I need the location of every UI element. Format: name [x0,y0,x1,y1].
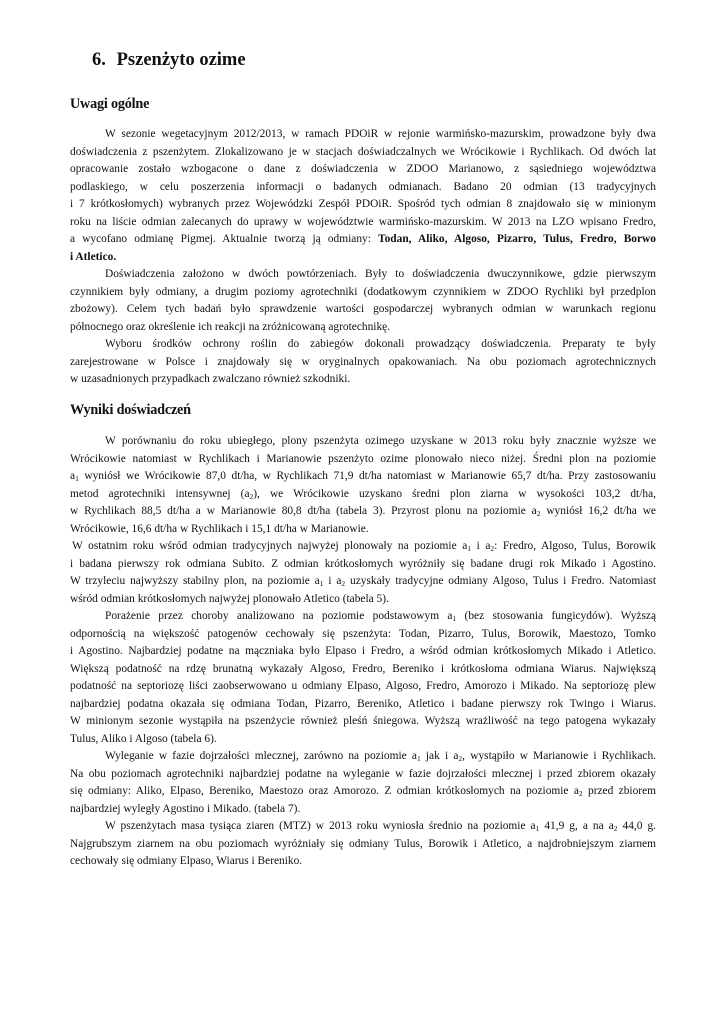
text-line [70,608,656,626]
text-line [70,538,656,556]
paragraph-wyniki-1 [70,433,656,538]
text-line [70,573,656,591]
uwagi-section-body [70,126,656,389]
text-line: doświadczenia z pszenżytem. Zlokalizowano je w stacjach doświadczalnych we Wrócikowie i Rychlikach. Od dwóch lat [70,145,656,158]
subscript: 2 [613,824,618,833]
text-line: i 7 krótkosłomych) wybranych przez Wojewódzki Zespół PDOiR. Spośród tych odmian 8 znajdowało się w minionym [70,198,656,210]
paragraph-wyniki-3 [70,608,656,748]
subscript: 1 [467,544,472,553]
heading-wyniki-doswiadczen: Wyniki doświadczeń [70,402,191,418]
text-run: Porażenie przez choroby analizowano na poziomie podstawowym a [105,610,453,622]
text-line: odpornością na większość patogenów cechowały się pszenżyta: Todan, Pizarro, Tulus, Borowik, Maestozo, Tomko [70,627,656,640]
text-run: ), we Wrócikowie uzyskano średni plon ziarna w wysokości 103,2 dt/ha, [253,487,656,500]
text-run: jak i a [420,750,459,762]
text-run: W trzyleciu najwyższy stabilny plon, na poziomie a [70,575,320,587]
text-run: (bez stosowania fungicydów). Wyższą [456,610,656,622]
subscript: 1 [416,754,421,763]
text-line [70,468,656,486]
text-run: uzyskały tradycyjne odmiany Algoso, Tulus i Fredro. Natomiast [345,575,656,587]
text-line: Wyboru środków ochrony roślin do zabiegów dokonali prowadzący doświadczenia. Preparaty te były [105,338,656,350]
text-line: wśród odmian krótkosłomych najwyżej plonowało Atletico (tabela 5). [70,592,389,605]
subscript: 2 [578,789,583,798]
text-line: najbardziej podatna okazała się odmiana Todan, Pizarro, Bereniko, Atletico i badane pierwszy rok Twingo i Wiarus. [70,697,656,710]
subscript: 1 [75,474,79,483]
text-line: Doświadczenia założono w dwóch powtórzeniach. Były to doświadczenia dwuczynnikowe, gdzie pierwszym [105,268,656,280]
text-run: wyniósł 16,2 dt/ha we [540,505,656,517]
paragraph-uwagi-3 [70,336,656,389]
heading-uwagi-ogolne: Uwagi ogólne [70,96,150,112]
text-line: cechowały się odmiany Elpaso, Wiarus i Bereniko. [70,855,303,867]
text-line: i Agostino. Najbardziej podatne na mączniaka było Elpaso i Fredro, a wśród odmian krótkosłomych Mikado i Atletico. [70,645,656,657]
text-line [70,503,656,521]
text-line: podlaskiego, w celu poszerzenia informacji o badanych odmianach. Badano 20 odmian (13 tradycyjnych [70,180,656,193]
text-line [70,818,656,836]
text-run: 41,9 g, a na a [539,820,614,832]
text-line [70,486,656,504]
text-run: : Fredro, Algoso, Tulus, Borowik [494,540,656,552]
text-run: metod agrotechniki intensywnej (a [70,487,250,500]
text-run: w Rychlikach 88,5 dt/ha a w Marianowie 80,8 dt/ha (tabela 3). Przyrost plonu na poziomie a [70,505,537,517]
text-run: 44,0 g. [617,820,656,832]
text-run: W pszenżytach masa tysiąca ziaren (MTZ) w 2013 roku wyniosła średnio na poziomie a [105,820,536,832]
text-line: czynnikiem były odmiany, a drugim poziomy agrotechniki (dodatkowym czynnikiem w ZDOO Rychliki był przedplon [70,285,656,298]
recommended-varieties: Todan, Aliko, Algoso, Pizarro, Tulus, Fredro, Borwo [378,233,656,245]
text-line: W sezonie wegetacyjnym 2012/2013, w ramach PDOiR w rejonie warmińsko-mazurskim, prowadzone były dwa [105,128,656,140]
text-run: W ostatnim roku wśród odmian tradycyjnych najwyżej plonowały na poziomie a [72,540,468,552]
level-label: a [70,470,76,482]
text-line: Wrócikowie natomiast w Rychlikach i Marianowie pszenżyto ozime plonowało nieco niżej. Średni plon na poziomie [70,452,656,465]
text-line: zarejestrowane w Polsce i znajdowały się w oryginalnych opakowaniach. Na obu poziomach agrotechnicznych [70,355,656,368]
text-line: Większą podatność na rdzę brunatną wykazały Algoso, Fredro, Bereniko i krótkosłoma odmiana Wiarus. Największą [70,662,656,675]
text-line: Na obu poziomach agrotechniki najbardziej podatne na wyleganie w fazie dojrzałości mlecznej i przed zbiorem okazały [70,767,656,780]
paragraph-wyniki-5 [70,818,656,871]
text-line: najbardziej wyległy Agostino i Mikado. (tabela 7). [70,802,301,815]
text-run: i a [323,575,342,587]
paragraph-wyniki-2 [70,538,656,608]
subscript: 2 [341,579,346,588]
text-line [70,783,656,801]
subscript: 2 [249,491,254,501]
subscript: 2 [536,509,541,518]
text-run: Wyleganie w fazie dojrzałości mlecznej, zarówno na poziomie a [105,750,417,762]
text-run: i a [471,540,491,552]
text-line: roku na liście odmian zalecanych do uprawy w województwie warmińsko-mazurskim. W 2013 na LZO wpisano Fredro, [70,215,656,228]
recommended-varieties-end: i Atletico. [70,250,117,263]
text-line [70,748,656,766]
text-run: się odmiany: Aliko, Elpaso, Bereniko, Maestozo oraz Amorozo. Z odmian krótkosłomych na poziomie a [70,785,579,797]
text-run: przed zbiorem [582,785,656,797]
text-line: w uzasadnionych przypadkach zwalczano również szkodniki. [70,373,351,385]
section-number: 6. [92,50,106,70]
paragraph-uwagi-2 [70,266,656,336]
section-title-text: Pszenżyto ozime [116,50,246,70]
text-run: a wycofano odmianę Pigmej. Aktualnie tworzą ją odmiany: [70,233,371,245]
text-line: północnego oraz określenie ich reakcji na zróżnicowaną agrotechnikę. [70,320,391,333]
text-line: i badana pierwszy rok odmiana Subito. Z odmian krótkosłomych wyróżniły się badane drugi rok Mikado i Agostino. [70,557,656,570]
paragraph-wyniki-4 [70,748,656,818]
text-line: zbożowy). Celem tych badań było sprawdzenie wartości gospodarczej wybranych odmian w warunkach regionu [70,303,656,315]
text-line: W minionym sezonie wystąpiła na pszenżycie również pleśń śniegowa. Wyższą wrażliwość na tego patogena wykazały [70,715,656,727]
text-line: opracowanie zostało wzbogacone o dane z doświadczenia w ZDOO Marianowo, z sąsiedniego województwa [70,163,656,175]
text-line [70,231,656,249]
subscript: 2 [490,544,495,553]
text-line: podatność na septoriozę liści zaobserwowano u odmiany Elpaso, Algoso, Fredro, Amorozo i Mikado. Na septoriozę plew [70,680,656,692]
text-run: , wystąpiło w Marianowie i Rychlikach. [462,750,656,762]
subscript: 2 [458,754,463,763]
paragraph-uwagi-1 [70,126,656,266]
text-line: Najgrubszym ziarnem na obu poziomach wyróżniały się odmiany Tulus, Borowik i Atletico, a najdrobniejszym ziarnem [70,837,656,850]
text-line: Wrócikowie, 16,6 dt/ha w Rychlikach i 15,1 dt/ha w Marianowie. [70,522,369,535]
subscript: 1 [452,614,457,623]
text-line: Tulus, Aliko i Algoso (tabela 6). [70,732,217,745]
wyniki-section-body [70,433,656,871]
section-title [92,50,246,71]
subscript: 1 [535,824,540,833]
text-run: wyniósł we Wrócikowie 87,0 dt/ha, w Rychlikach 71,9 dt/ha natomiast w Marianowie 65,7 dt/ha. Przy zastosowaniu [78,470,656,482]
subscript: 1 [319,579,324,588]
text-line: W porównaniu do roku ubiegłego, plony pszenżyta ozimego uzyskane w 2013 roku były znacznie wyższe we [105,435,656,447]
text-line [70,249,656,267]
